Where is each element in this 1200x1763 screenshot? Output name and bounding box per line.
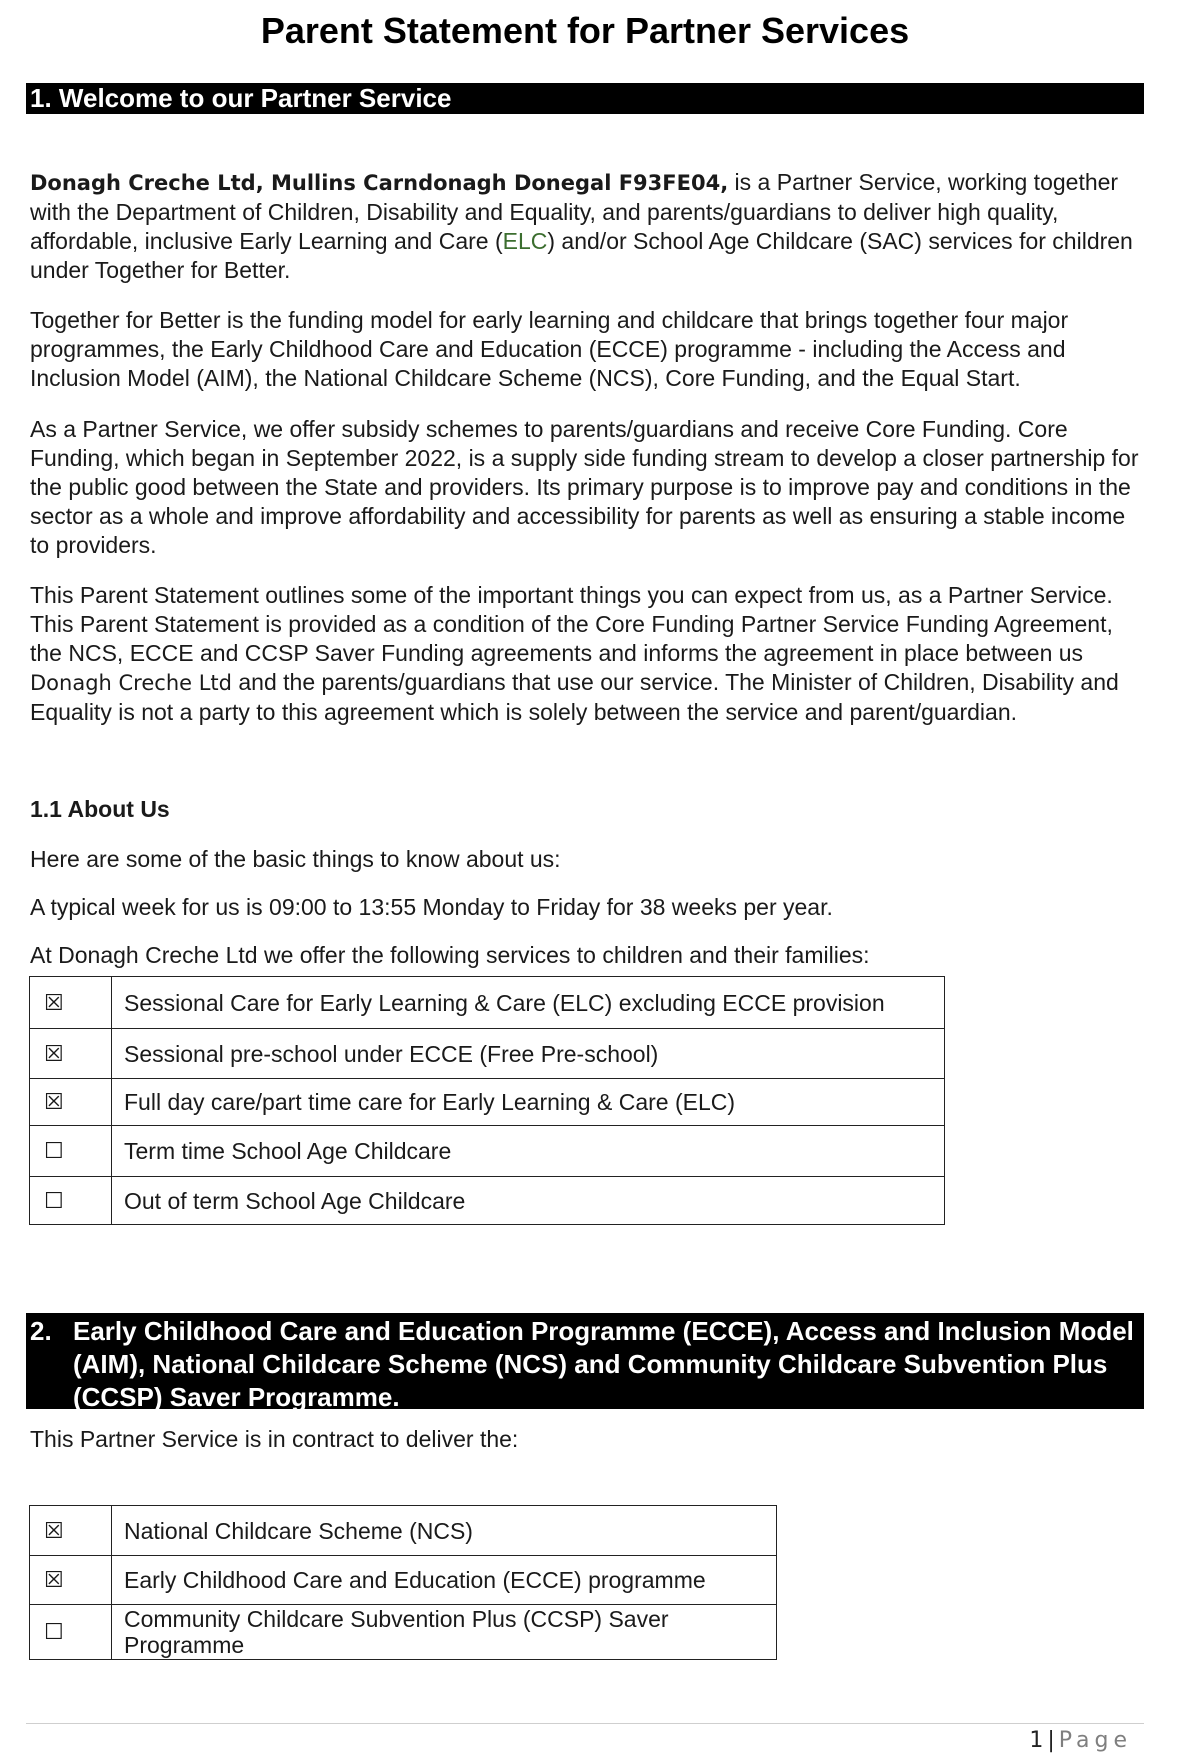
- section-2-number: 2.: [30, 1316, 52, 1346]
- intro-text-1: is a Partner Service, working together with the Department of Children, Disability and Equality, and parents/guardians to deliver high quality, affordable, inclusive Early Learning and Care (: [30, 169, 1119, 254]
- page-number-value: 1: [1029, 1728, 1044, 1753]
- programmes-table: [29, 1505, 777, 1660]
- funding-model-paragraph: Together for Better is the funding model for early learning and childcare that brings together four major programmes, the Early Childhood Care and Education (ECCE) programme - including the Access and Inclusion Model (AIM), the National Childcare Scheme (NCS), Core Funding, and the Equal Start.: [30, 307, 1069, 391]
- parent-statement-paragraph: [30, 581, 1142, 727]
- contract-intro: This Partner Service is in contract to deliver the:: [30, 1426, 519, 1452]
- services-table: [29, 976, 945, 1225]
- services-intro: At Donagh Creche Ltd we offer the following services to children and their families:: [30, 942, 870, 968]
- intro-paragraph: [30, 168, 1142, 285]
- intro-text-2: ) and/or School Age Childcare (SAC) services for children under Together for Better.: [30, 228, 1133, 283]
- table-row: [30, 1126, 945, 1177]
- service-label: Out of term School Age Childcare: [112, 1177, 945, 1225]
- table-row: [30, 977, 945, 1029]
- service-label: Sessional pre-school under ECCE (Free Pre-school): [112, 1029, 945, 1079]
- service-label: Full day care/part time care for Early Learning & Care (ELC): [112, 1079, 945, 1126]
- programme-label: Early Childhood Care and Education (ECCE) programme: [112, 1556, 777, 1605]
- table-row: [30, 1556, 777, 1605]
- core-funding-paragraph: As a Partner Service, we offer subsidy schemes to parents/guardians and receive Core Funding. Core Funding, which began in September 2022, is a supply side funding stream to develop a closer partnership for the public good between the State and providers. Its primary purpose is to improve pay and conditions in the sector as a whole and improve affordability and accessibility for parents as well as ensuring a stable income to providers.: [30, 416, 1139, 558]
- footer-divider: [26, 1723, 1144, 1724]
- checkbox[interactable]: ☒: [30, 1029, 112, 1079]
- table-row: [30, 1506, 777, 1556]
- page-number: [1029, 1728, 1132, 1753]
- typical-week: A typical week for us is 09:00 to 13:55 Monday to Friday for 38 weeks per year.: [30, 894, 833, 920]
- table-row: [30, 1605, 777, 1660]
- statement-service-name: Donagh Creche Ltd: [30, 671, 232, 695]
- table-row: [30, 1177, 945, 1225]
- elc-abbreviation: ELC: [502, 228, 548, 254]
- section-2-heading: [26, 1313, 1144, 1412]
- statement-text-2: and the parents/guardians that use our service. The Minister of Children, Disability and Equality is not a party to this agreement which is solely between the service and parent/guardian.: [30, 669, 1119, 725]
- section-1-heading: 1. Welcome to our Partner Service: [26, 83, 1144, 114]
- about-intro: Here are some of the basic things to know about us:: [30, 846, 561, 872]
- page-number-separator: |: [1047, 1728, 1055, 1753]
- checkbox[interactable]: ☐: [30, 1126, 112, 1177]
- service-name-address: Donagh Creche Ltd, Mullins Carndonagh Donegal F93FE04,: [30, 171, 729, 195]
- about-us-heading: 1.1 About Us: [30, 796, 170, 822]
- checkbox[interactable]: ☒: [30, 1506, 112, 1556]
- document-title: Parent Statement for Partner Services: [260, 10, 910, 51]
- checkbox[interactable]: ☐: [30, 1605, 112, 1660]
- checkbox[interactable]: ☒: [30, 1079, 112, 1126]
- page-word: Page: [1058, 1728, 1132, 1753]
- table-row: [30, 1079, 945, 1126]
- statement-text-1: This Parent Statement outlines some of the important things you can expect from us, as a Partner Service. This Parent Statement is provided as a condition of the Core Funding Partner Service Funding Agreement, the NCS, ECCE and CCSP Saver Funding agreements and informs the agreement in place between us: [30, 582, 1113, 666]
- checkbox[interactable]: ☒: [30, 977, 112, 1029]
- checkbox[interactable]: ☐: [30, 1177, 112, 1225]
- programme-label: Community Childcare Subvention Plus (CCSP) Saver Programme: [112, 1605, 777, 1660]
- programme-label: National Childcare Scheme (NCS): [112, 1506, 777, 1556]
- service-label: Term time School Age Childcare: [112, 1126, 945, 1177]
- table-row: [30, 1029, 945, 1079]
- service-label: Sessional Care for Early Learning & Care (ELC) excluding ECCE provision: [112, 977, 945, 1029]
- checkbox[interactable]: ☒: [30, 1556, 112, 1605]
- section-2-title: Early Childhood Care and Education Programme (ECCE), Access and Inclusion Model (AIM), National Childcare Scheme (NCS) and Community Childcare Subvention Plus (CCSP) Saver Programme.: [73, 1316, 1134, 1412]
